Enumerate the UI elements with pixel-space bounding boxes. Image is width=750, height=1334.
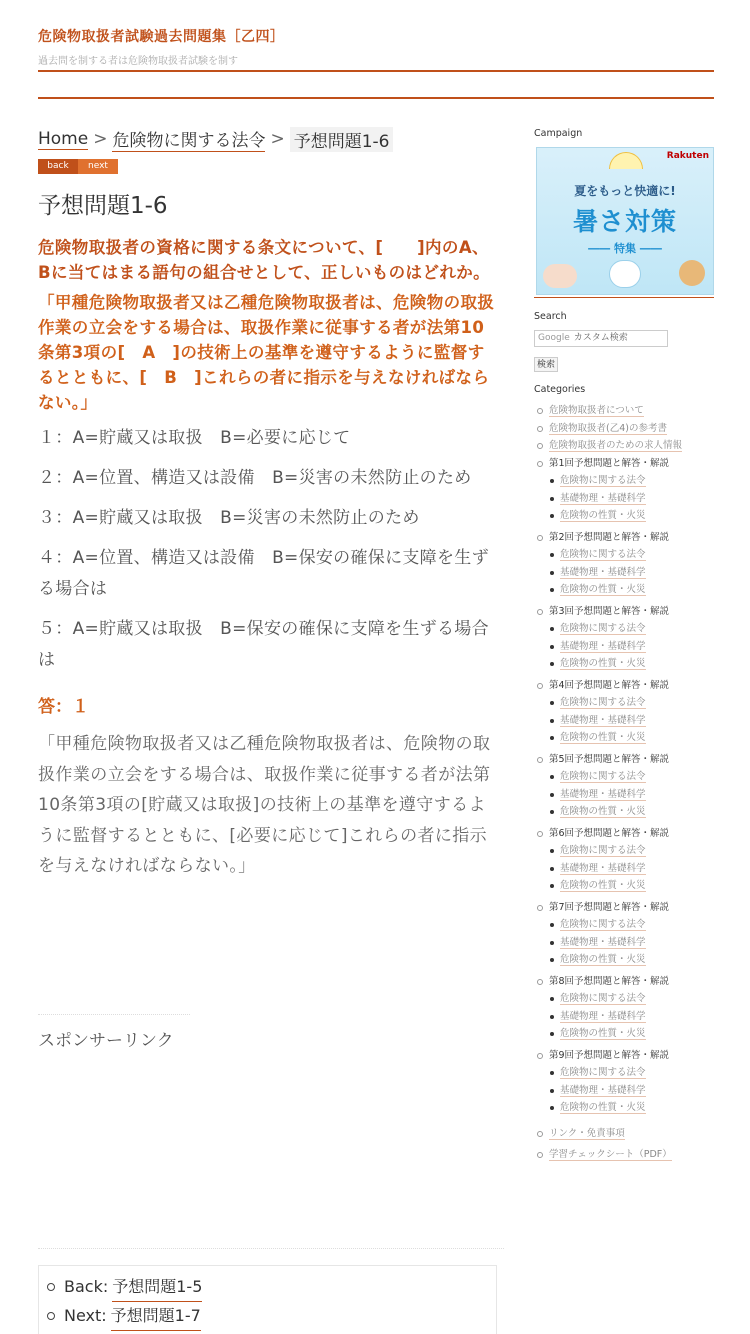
category-sub-item-label: 危険物の性質・火災 (560, 1102, 646, 1113)
search-placeholder: カスタム検索 (573, 333, 628, 343)
category-sub-item-label: 危険物の性質・火災 (560, 658, 646, 669)
category-sub-item[interactable] (534, 951, 716, 969)
postnav-next-label: Next: (64, 1306, 107, 1325)
back-button[interactable]: back (38, 159, 78, 174)
category-sub-item-label: 危険物の性質・火災 (560, 880, 646, 891)
category-sub-item-label: 基礎物理・基礎科学 (560, 788, 646, 800)
category-sub-item[interactable] (534, 655, 716, 673)
category-group-label[interactable]: 第9回予想問題と解答・解説 (534, 1047, 716, 1065)
site-description: 過去問を制する者は危険物取扱者試験を制す (38, 56, 238, 67)
answer-text: 答：１ (38, 697, 89, 717)
breadcrumb (38, 126, 498, 152)
category-group (534, 751, 716, 825)
sidebar (534, 128, 716, 1164)
category-item[interactable]: 危険物取扱者(乙4)の参考書 (534, 420, 716, 438)
campaign-banner[interactable] (536, 147, 714, 295)
breadcrumb-separator: > (93, 129, 108, 149)
categories-heading: Categories (534, 384, 586, 395)
option-5: ５：A=貯蔵又は取扱 B=保安の確保に支障を生ずる場合は (38, 619, 489, 670)
category-sub-item[interactable] (534, 786, 716, 804)
bear-illustration (609, 260, 641, 288)
bullet-icon (47, 1283, 55, 1291)
banner-line-1: 夏をもっと快適に! (574, 184, 676, 198)
category-sub-item-label: 危険物に関する法令 (560, 549, 646, 560)
category-sub-item-label: 基礎物理・基礎科学 (560, 492, 646, 504)
categories-list-bottom (534, 1125, 716, 1164)
postnav-back-link[interactable]: 予想問題1-5 (112, 1272, 202, 1302)
next-button[interactable]: next (78, 159, 118, 174)
category-group (534, 455, 716, 529)
category-sub-item[interactable] (534, 729, 716, 747)
breadcrumb-category-link[interactable]: 危険物に関する法令 (112, 126, 265, 152)
category-sub-item-label: 基礎物理・基礎科学 (560, 566, 646, 578)
category-sub-item-label: 危険物の性質・火災 (560, 732, 646, 743)
category-group (534, 1047, 716, 1121)
campaign-heading: Campaign (534, 128, 583, 139)
category-sub-item-label: 基礎物理・基礎科学 (560, 862, 646, 874)
category-sub-item[interactable] (534, 842, 716, 860)
category-sub-item-label: 危険物の性質・火災 (560, 806, 646, 817)
category-sub-item[interactable] (534, 916, 716, 934)
question-quote: 「甲種危険物取扱者又は乙種危険物取扱者は、危険物の取扱作業の立会をする場合は、取扱作業に従事する者が法第10条第3項の[ A ]の技術上の基準を遵守するように監督するとともに、[ B ]これらの者に指示を与えなければならない。」 (38, 293, 495, 412)
category-sub-item-label: 危険物に関する法令 (560, 623, 646, 634)
category-sub-item[interactable] (534, 472, 716, 490)
category-sub-item-label: 危険物に関する法令 (560, 993, 646, 1004)
category-sub-list (534, 472, 716, 525)
category-sub-item-label: 基礎物理・基礎科学 (560, 1084, 646, 1096)
category-groups (534, 455, 716, 1121)
category-group-label[interactable]: 第7回予想問題と解答・解説 (534, 899, 716, 917)
banner-brand: Rakuten (666, 151, 709, 161)
answer-options (38, 423, 498, 676)
category-sub-item-label: 基礎物理・基礎科学 (560, 936, 646, 948)
category-sub-list (534, 768, 716, 821)
breadcrumb-current: 予想問題1-6 (290, 127, 394, 152)
header-divider (38, 70, 714, 72)
campaign-widget (534, 145, 714, 298)
category-sub-item-label: 基礎物理・基礎科学 (560, 1010, 646, 1022)
category-sub-item[interactable] (534, 860, 716, 878)
option-2: ２：A=位置、構造又は設備 B=災害の未然防止のため (38, 468, 472, 488)
category-sub-list (534, 546, 716, 599)
category-sub-item-label: 危険物に関する法令 (560, 475, 646, 486)
category-sub-item[interactable] (534, 1064, 716, 1082)
category-sub-item[interactable] (534, 1099, 716, 1117)
question-text: 危険物取扱者の資格に関する条文について、[ ]内のA、Bに当てはまる語句の組合せとして、正しいものはどれか。 (38, 238, 491, 282)
category-sub-item-label: 危険物の性質・火災 (560, 954, 646, 965)
category-group-label[interactable]: 第1回予想問題と解答・解説 (534, 455, 716, 473)
category-group (534, 529, 716, 603)
post-title: 予想問題1-6 (38, 193, 168, 219)
category-sub-item[interactable] (534, 1008, 716, 1026)
category-sub-list (534, 620, 716, 673)
category-sub-item-label: 危険物に関する法令 (560, 1067, 646, 1078)
category-group-label[interactable]: 第4回予想問題と解答・解説 (534, 677, 716, 695)
category-group-label[interactable]: 第6回予想問題と解答・解説 (534, 825, 716, 843)
explanation-text: 「甲種危険物取扱者又は乙種危険物取扱者は、危険物の取扱作業の立会をする場合は、取扱作業に従事する者が法第10条第3項の[貯蔵又は取扱]の技術上の基準を遵守するように監督するとともに、[必要に応じて]これらの者に指示を与えなければならない。」 (38, 734, 491, 876)
category-group (534, 973, 716, 1047)
category-sub-item-label: 基礎物理・基礎科学 (560, 640, 646, 652)
category-item-links[interactable]: リンク・免責事項 (534, 1125, 716, 1143)
category-sub-item[interactable] (534, 564, 716, 582)
category-sub-list (534, 842, 716, 895)
nav-divider (38, 97, 714, 99)
search-heading: Search (534, 311, 567, 322)
option-1: １：A=貯蔵又は取扱 B=必要に応じて (38, 428, 351, 448)
girl-illustration (543, 264, 577, 288)
google-logo: Google (538, 333, 570, 343)
category-sub-item[interactable] (534, 490, 716, 508)
category-sub-item-label: 危険物に関する法令 (560, 845, 646, 856)
bullet-icon (47, 1312, 55, 1320)
category-group (534, 603, 716, 677)
category-sub-item[interactable] (534, 507, 716, 525)
sponsor-label: スポンサーリンク (38, 1031, 174, 1051)
category-sub-item[interactable] (534, 694, 716, 712)
category-sub-item[interactable] (534, 1082, 716, 1100)
category-sub-list (534, 990, 716, 1043)
category-sub-item[interactable] (534, 934, 716, 952)
category-group-label[interactable]: 第2回予想問題と解答・解説 (534, 529, 716, 547)
postnav-next-link[interactable]: 予想問題1-7 (111, 1301, 201, 1331)
sponsor-divider (38, 1014, 190, 1015)
breadcrumb-home-link[interactable]: Home (38, 128, 89, 149)
dog-illustration (679, 260, 705, 286)
category-sub-list (534, 1064, 716, 1117)
category-sub-item-label: 危険物の性質・火災 (560, 584, 646, 595)
category-sub-list (534, 694, 716, 747)
category-group (534, 825, 716, 899)
postnav-back (47, 1272, 496, 1301)
banner-line-3: ―― 特集 ―― (588, 242, 662, 255)
spacer (534, 1117, 716, 1121)
category-sub-item[interactable] (534, 546, 716, 564)
category-item[interactable]: 危険物取扱者について (534, 402, 716, 420)
category-group (534, 899, 716, 973)
option-3: ３：A=貯蔵又は取扱 B=災害の未然防止のため (38, 508, 420, 528)
category-sub-item-label: 危険物の性質・火災 (560, 1028, 646, 1039)
site-title[interactable]: 危険物取扱者試験過去問題集［乙四］ (38, 29, 285, 45)
category-sub-item-label: 基礎物理・基礎科学 (560, 714, 646, 726)
category-sub-item[interactable] (534, 1025, 716, 1043)
post-navigation (38, 1265, 497, 1334)
footer-divider (38, 1248, 504, 1249)
category-sub-item[interactable] (534, 581, 716, 599)
category-sub-item[interactable] (534, 803, 716, 821)
category-sub-list (534, 916, 716, 969)
category-sub-item[interactable] (534, 620, 716, 638)
category-group (534, 677, 716, 751)
category-sub-item[interactable] (534, 877, 716, 895)
post-nav-buttons (38, 159, 498, 174)
sun-icon (609, 152, 643, 169)
search-input[interactable] (534, 330, 668, 347)
category-sub-item-label: 危険物の性質・火災 (560, 510, 646, 521)
search-button[interactable]: 検索 (534, 357, 558, 372)
category-sub-item[interactable] (534, 638, 716, 656)
category-group-label[interactable]: 第8回予想問題と解答・解説 (534, 973, 716, 991)
site-header (38, 26, 714, 67)
banner-line-2: 暑さ対策 (572, 207, 677, 236)
category-sub-item-label: 危険物に関する法令 (560, 697, 646, 708)
category-item[interactable]: 危険物取扱者のための求人情報 (534, 437, 716, 455)
category-item-checksheet[interactable]: 学習チェックシート（PDF） (534, 1146, 716, 1164)
main-content (38, 126, 498, 1051)
categories-list (534, 402, 716, 455)
category-sub-item[interactable] (534, 712, 716, 730)
category-sub-item[interactable] (534, 990, 716, 1008)
category-sub-item-label: 危険物に関する法令 (560, 771, 646, 782)
postnav-back-label: Back: (64, 1277, 109, 1296)
option-4: ４：A=位置、構造又は設備 B=保安の確保に支障を生ずる場合は (38, 548, 489, 599)
category-sub-item[interactable] (534, 768, 716, 786)
category-sub-item-label: 危険物に関する法令 (560, 919, 646, 930)
category-group-label[interactable]: 第5回予想問題と解答・解説 (534, 751, 716, 769)
breadcrumb-separator: > (270, 129, 285, 149)
category-group-label[interactable]: 第3回予想問題と解答・解説 (534, 603, 716, 621)
postnav-next (47, 1301, 496, 1330)
